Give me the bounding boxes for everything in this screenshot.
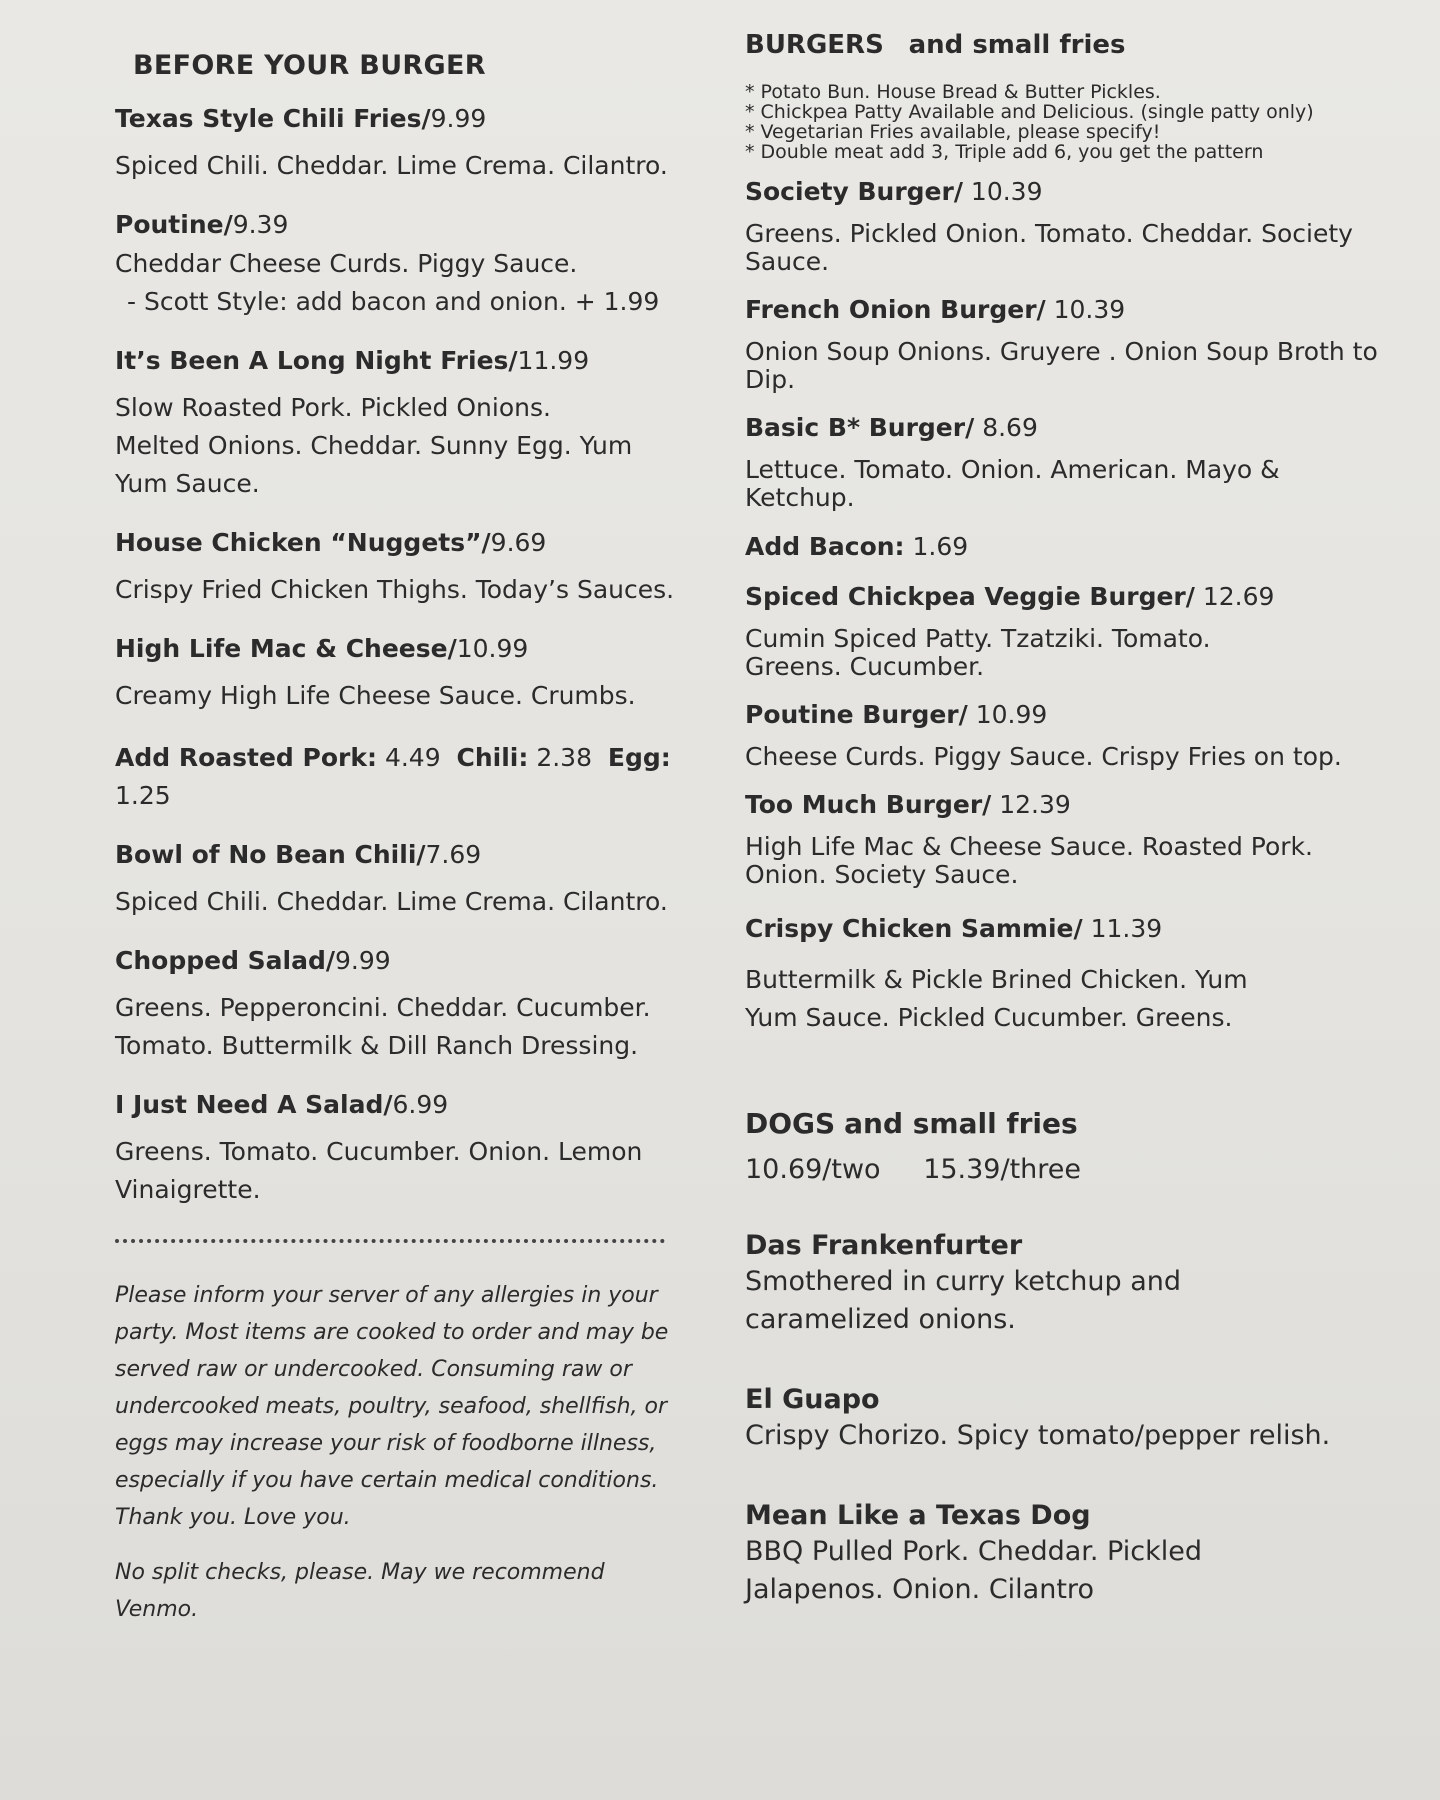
add-bacon-label: Add Bacon: — [745, 532, 905, 561]
note-line: * Double meat add 3, Triple add 6, you get the pattern — [745, 141, 1264, 163]
item-name: Chopped Salad/ — [115, 946, 336, 975]
item-name: I Just Need A Salad/ — [115, 1090, 393, 1119]
item-extra-option: - Scott Style: add bacon and onion. + 1.99 — [127, 287, 660, 316]
menu-item — [115, 527, 695, 609]
item-price: 9.39 — [232, 210, 289, 239]
menu-item — [115, 1089, 695, 1209]
item-price: 9.69 — [490, 528, 547, 557]
item-name: It’s Been A Long Night Fries/ — [115, 346, 518, 375]
item-description: Cheddar Cheese Curds. Piggy Sauce. — [115, 249, 578, 278]
dog-item — [745, 1499, 1385, 1609]
item-description: Greens. Pickled Onion. Tomato. Cheddar. Society Sauce. — [745, 219, 1353, 276]
note-line: * Chickpea Patty Available and Delicious. (single patty only) — [745, 101, 1314, 123]
note-line: * Potato Bun. House Bread & Butter Pickles. — [745, 81, 1161, 103]
burgers-title-rest: and small fries — [908, 30, 1126, 60]
add-ons — [115, 739, 695, 815]
item-price: 8.69 — [982, 413, 1038, 442]
item-price: 9.99 — [335, 946, 391, 975]
addon-label-chili: Chili: — [456, 743, 529, 772]
item-price: 12.69 — [1202, 582, 1275, 611]
price-two: 10.69/two — [745, 1154, 881, 1185]
item-name: Poutine Burger/ — [745, 700, 968, 729]
item-description: High Life Mac & Cheese Sauce. Roasted Pork. Onion. Society Sauce. — [745, 832, 1313, 889]
item-name: Das Frankenfurter — [745, 1230, 1023, 1261]
item-description: Cumin Spiced Patty. Tzatziki. Tomato. Greens. Cucumber. — [745, 624, 1211, 681]
menu-item — [115, 945, 695, 1065]
item-description: Lettuce. Tomato. Onion. American. Mayo & Ketchup. — [745, 455, 1280, 512]
add-bacon — [745, 532, 1385, 561]
addon-price-pork: 4.49 — [384, 743, 441, 772]
item-name: Texas Style Chili Fries/ — [115, 104, 431, 133]
item-price: 11.99 — [517, 346, 590, 375]
item-description: Slow Roasted Pork. Pickled Onions. Melted Onions. Cheddar. Sunny Egg. Yum Yum Sauce. — [115, 393, 633, 498]
dogs-prices — [745, 1154, 1385, 1185]
item-description: Crispy Fried Chicken Thighs. Today’s Sauces. — [115, 575, 675, 604]
menu-item — [115, 345, 695, 503]
dogs-section — [745, 1107, 1385, 1609]
add-bacon-price: 1.69 — [912, 532, 969, 561]
menu-item — [115, 633, 695, 715]
item-price: 7.69 — [425, 840, 482, 869]
item-description: Greens. Tomato. Cucumber. Onion. Lemon Vinaigrette. — [115, 1137, 643, 1204]
burger-item — [745, 412, 1385, 512]
menu-item — [115, 209, 695, 321]
item-description: Onion Soup Onions. Gruyere . Onion Soup Broth to Dip. — [745, 337, 1378, 394]
section-title-dogs — [745, 1107, 1385, 1140]
burger-notes — [745, 82, 1385, 162]
item-name: Mean Like a Texas Dog — [745, 1500, 1091, 1531]
item-description: Greens. Pepperoncini. Cheddar. Cucumber. Tomato. Buttermilk & Dill Ranch Dressing. — [115, 993, 651, 1060]
item-description: Crispy Chorizo. Spicy tomato/pepper relish. — [745, 1420, 1331, 1451]
item-description: Spiced Chili. Cheddar. Lime Crema. Cilantro. — [115, 151, 668, 180]
before-your-burger-column — [115, 50, 695, 1646]
note-line: * Vegetarian Fries available, please specify! — [745, 121, 1161, 143]
menu-item — [115, 103, 695, 185]
section-title-burgers — [745, 30, 1385, 60]
item-price: 9.99 — [430, 104, 487, 133]
item-name: French Onion Burger/ — [745, 295, 1046, 324]
dog-item — [745, 1383, 1385, 1455]
burgers-column — [745, 30, 1385, 1609]
item-description: Cheese Curds. Piggy Sauce. Crispy Fries on top. — [745, 742, 1342, 771]
allergy-notice-text: Please inform your server of any allergies in your party. Most items are cooked to order and may be served raw or undercooked. Consuming raw or undercooked meats, poultry, seafood, shellfish, or eggs may increase your risk of foodborne illness, especially if you have certain medical conditions. Thank you. Love you. — [115, 1283, 669, 1530]
item-description: Buttermilk & Pickle Brined Chicken. Yum Yum Sauce. Pickled Cucumber. Greens. — [745, 965, 1248, 1032]
split-checks-notice: No split checks, please. May we recommend Venmo. — [115, 1560, 605, 1622]
item-description: BBQ Pulled Pork. Cheddar. Pickled Jalapenos. Onion. Cilantro — [745, 1536, 1202, 1605]
item-name: Poutine/ — [115, 210, 233, 239]
item-description: Smothered in curry ketchup and caramelized onions. — [745, 1266, 1182, 1335]
item-price: 10.99 — [975, 700, 1048, 729]
addon-price-chili: 2.38 — [536, 743, 592, 772]
item-name: High Life Mac & Cheese/ — [115, 634, 457, 663]
dotted-divider — [115, 1239, 665, 1243]
burger-item — [745, 789, 1385, 889]
item-price: 10.39 — [970, 177, 1043, 206]
menu-item — [115, 839, 695, 921]
item-price: 10.39 — [1053, 295, 1126, 324]
item-price: 12.39 — [999, 790, 1071, 819]
item-name: Society Burger/ — [745, 177, 963, 206]
addon-price-egg: 1.25 — [115, 781, 171, 810]
item-name: Basic B* Burger/ — [745, 413, 975, 442]
item-price: 6.99 — [392, 1090, 449, 1119]
item-description: Spiced Chili. Cheddar. Lime Crema. Cilantro. — [115, 887, 668, 916]
addon-label-pork: Add Roasted Pork: — [115, 743, 377, 772]
burger-item — [745, 581, 1385, 681]
burger-item — [745, 294, 1385, 394]
allergy-notice — [115, 1277, 675, 1628]
item-price: 10.99 — [456, 634, 529, 663]
item-description: Creamy High Life Cheese Sauce. Crumbs. — [115, 681, 636, 710]
addon-label-egg: Egg: — [607, 743, 671, 772]
dogs-title-bold: DOGS — [745, 1107, 836, 1140]
item-name: Too Much Burger/ — [745, 790, 992, 819]
item-name: Bowl of No Bean Chili/ — [115, 840, 426, 869]
burgers-title-bold: BURGERS — [745, 30, 884, 60]
price-three: 15.39/three — [923, 1154, 1082, 1185]
burger-item — [745, 176, 1385, 276]
dogs-title-rest: and small fries — [844, 1107, 1078, 1140]
item-name: El Guapo — [745, 1384, 880, 1415]
burger-item — [745, 699, 1385, 771]
item-name: Crispy Chicken Sammie/ — [745, 914, 1083, 943]
section-title-before-your-burger: BEFORE YOUR BURGER — [133, 50, 486, 81]
burger-item — [745, 913, 1385, 1037]
item-name: Spiced Chickpea Veggie Burger/ — [745, 582, 1195, 611]
item-price: 11.39 — [1090, 914, 1163, 943]
item-name: House Chicken “Nuggets”/ — [115, 528, 491, 557]
dog-item — [745, 1229, 1385, 1339]
